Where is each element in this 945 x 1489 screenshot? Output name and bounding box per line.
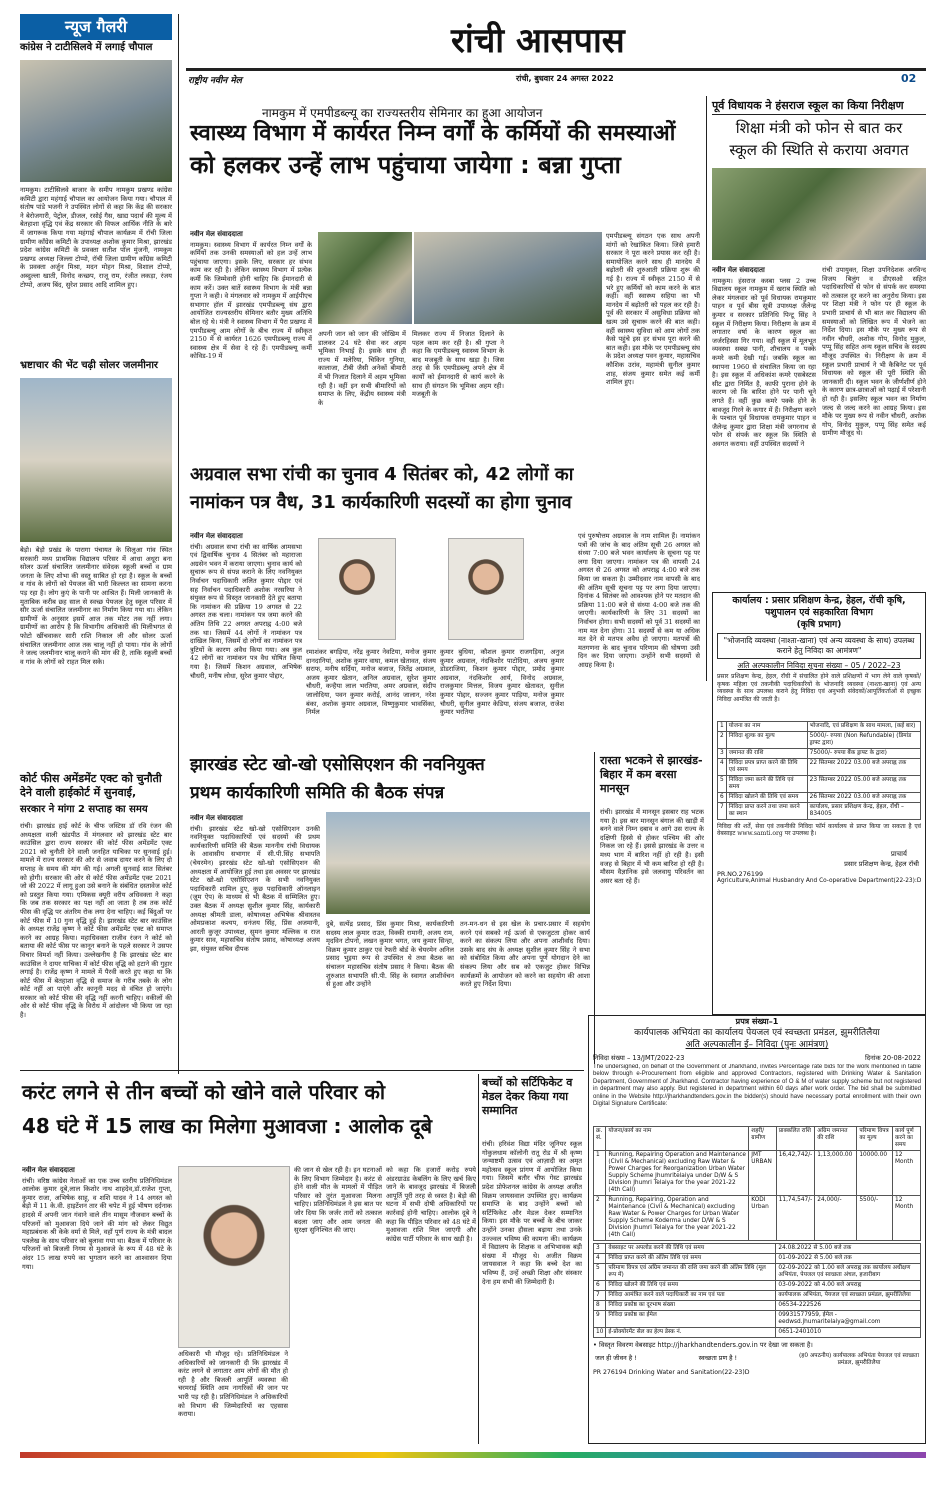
- row-value: 23 सितम्बर 2022 05.00 बजे अपराह्न तक: [807, 776, 920, 793]
- byline: नवीन मेल संवाददाता: [190, 814, 243, 822]
- article-column: अधिकारी भी मौजूद रहे। प्रतिनिधिमंडल ने अधिकारियों को जानकारी दी कि झारखंड में करंट लगने से लगातार आम लोगों की मौत हो रही है और बिजली आपूर्ति व्यवस्था की चरमराई स्थिति आम नागरिकों की जान पर भारी पड़ रही है। प्रतिनिधिमंडल ने अधिकारियों को विभाग की जिम्मेदारियों का एहसास कराया।: [178, 1350, 288, 1419]
- notice-org: कार्यालय : प्रसार प्रशिक्षण केन्द्र, हेहल, रॉची कृषि, पशुपालन एवं सहकारिता विभाग: [732, 595, 906, 618]
- row-value: कार्यालय, प्रसार प्रशिक्षण केन्द्र, हेहल, रॉची – 834005: [807, 803, 920, 820]
- column-header: परिमाण विपत्र का मूल्य: [857, 1127, 893, 1151]
- row-value: 5000/- रुपया (Non Refundable) (डिमांड ड्राफ्ट द्वारा): [807, 732, 920, 749]
- headline: 48 घंटे में 15 लाख का मिलेगा मुआवजा : आलोक दूबे: [22, 1114, 433, 1138]
- article-column: [712, 266, 816, 586]
- row-value: 01-09-2022 से 5.00 बजे तक: [776, 1254, 921, 1264]
- story-title: भ्रष्टाचार की भेंट चढ़ी सोलर जलमीनार: [20, 360, 159, 371]
- row-number: 9: [594, 1311, 606, 1328]
- article-text: रांची। अग्रवाल सभा रांची का वार्षिक आमसभा एवं द्विवार्षिक चुनाव 4 सितंबर को महाराजा अग्रसेन भवन में कराया जाएगा। चुनाव कार्य को सुचारू रूप से संपन्न कराने के लिए नवनियुक्त निर्वाचन पदाधिकारी ललित कुमार पोद्दार एवं सह निर्वाचन पदाधिकारी अशोक नरसरिया ने संयुक्त रूप से विस्तृत जानकारी देते हुए बताया कि नामांकन की प्रक्रिया 19 अगस्त से 22 अगस्त तक चला। नामांकन पत्र जमा करने की अंतिम तिथि 22 अगस्त अपराह्न 4:00 बजे तक था। जिसमें 44 लोगों ने नामांकन पत्र दाखिल किया, जिसमें दो लोगों का नामांकन पत्र त्रुटियों के कारण अवैध किया गया। अब कुल 42 लोगों का नामांकन पत्र वैध घोषित किया गया है। जिसमें किशन अग्रवाल, अभिषेक चौधरी, मनीष लोधा, सुरेश कुमार पोद्दार,: [190, 542, 302, 680]
- dept-line: Agriculture,Animal Husbandry And Co-operative Department(22-23):D: [717, 878, 922, 884]
- table-row: [594, 1196, 921, 1241]
- page-title: रांची आसपास: [451, 21, 625, 61]
- tender-notice: [588, 1015, 926, 1444]
- member-portrait: [318, 538, 396, 640]
- row-label: निविदा प्राप्त करने की अंतिम तिथि एवं समय: [606, 1254, 776, 1264]
- notice-org: कार्यपालक अभियंता का कार्यालय पेयजल एवं स्वच्छता प्रमंडल, झुमरीतिलैया: [634, 1028, 880, 1038]
- notice-ref: अति अल्पकालीन निविदा सूचना संख्या – 05 / 2022–23: [737, 661, 901, 670]
- notice-org-sub: (कृषि प्रभाग): [796, 620, 842, 630]
- table-row: [718, 732, 921, 749]
- table-cell: 24,000/-: [815, 1196, 857, 1241]
- row-label: निविदा खोलने की तिथि एवं समय: [606, 1281, 776, 1291]
- tender-table: [593, 1126, 921, 1241]
- row-label: निविदा प्रकोष्ठ का ईमेल: [606, 1311, 776, 1328]
- row-value: 26 सितम्बर 2022 03.00 बजे अपराह्न तक: [807, 793, 920, 803]
- notice-table: [717, 721, 921, 820]
- table-cell: 12 Month: [893, 1196, 921, 1241]
- story-body: रांची। हरिवंश विद्या मंदिर जूनियर स्कूल गोकुलधाम कॉलोनी रातू रोड में श्री कृष्ण जन्माष्टमी उत्सव एवं आज़ादी का अमृत महोत्सव स्कूल प्रांगण में आयोजित किया गया। जिसमें बतौर चीफ गेस्ट झारखंड प्रदेश प्रोफेशनल कांग्रेस के अध्यक्ष अजीत विक्रम जायसवाल उपस्थित हुए। कार्यक्रम समाप्ति के बाद उन्होंने बच्चों को सर्टिफिकेट और मेडल देकर सम्मानित किया। इस मौके पर बच्चों के बीच जाकर उन्होंने उनका हौसला बढ़ाया तथा उनके उज्ज्वल भविष्य की कामना की। कार्यक्रम में विद्यालय के शिक्षक व अभिभावक बड़ी संख्या में मौजूद थे। अजीत विक्रम जायसवाल ने कहा कि बच्चे देश का भविष्य हैं, उन्हें अच्छी शिक्षा और संस्कार देना हम सभी की जिम्मेदारी है।: [482, 1140, 582, 1286]
- row-value: 06534-222526: [776, 1301, 921, 1311]
- article-column: रमाशंकर बगड़िया, नरेंद्र कुमार नेवटिया, मनोज कुमार दानदानियां, अशोक कुमार वाघा, कमल खेतावत, संजय सराफ, मनीष सर्दिया, मनोज बजाज, जितेंद्र अग्रवाल, अजय कुमार खेतान, अनिल अग्रवाल, सुरेश कुमार चौधरी, कन्हैया लाल भरतिया, अमर अग्रवाल, संदीप जालोदिया, पवन कुमार करोई, आनंद जालान, नरेश बंका, अशोक कुमार अग्रवाल, विष्णुकुमार भावसिंका, निर्मल: [306, 648, 436, 717]
- notice-footer-note: निविदा की शर्तें, सेवा एवं तकनीकी निविदा फॉर्म कार्यालय से प्राप्त किया जा सकता है एवं वेबसाइट www.samti.org पर उपलब्ध है।: [717, 823, 921, 838]
- story-title: बच्चों को सर्टिफिकेट व मेडल देकर किया गया सम्मानित: [482, 1076, 573, 1117]
- article-column: तन-मन-धन से इस खेल के प्रचार-प्रसार में सहयोग करने एवं सबको नई ऊर्जा से एकजुटता होकर कार्य करने का संकल्प लिया और अपना आशीर्वाद दिया। उसके बाद संघ के अध्यक्ष सुशील कुमार सिंह ने सभा को संबोधित किया और अपना पूर्ण योगदान देने का संकल्प लिया और सब को एकजुट होकर विभिन्न कार्यक्रमों के आयोजन को करने का सहयोग की आशा करते हुए निर्देश दिया।: [460, 920, 590, 989]
- pr-number: PR.NO.276199: [717, 870, 764, 878]
- table-cell: 16,42,742/-: [776, 1151, 815, 1196]
- row-label: निविदा आमंत्रित करने वाले पदाधिकारी का नाम एवं पता: [606, 1291, 776, 1301]
- row-number: 6: [718, 793, 727, 803]
- section-rule: [20, 1070, 584, 1071]
- table-cell: 12 Month: [893, 1151, 921, 1196]
- row-value: 24.08.2022 से 5.00 बजे तक: [776, 1244, 921, 1254]
- column-header: क्र. सं.: [594, 1127, 606, 1151]
- byline: नवीन मेल संवाददाता: [190, 532, 243, 540]
- row-label: ई-प्रोक्योरमेंट सेल का हेल्प डेस्क नं.: [606, 1328, 776, 1338]
- row-number: 8: [594, 1301, 606, 1311]
- story-subtitle: सरकार ने मांगा 2 सप्ताह का समय: [20, 804, 148, 815]
- story-body: रांची। झारखंड में मानसून इसबार राह भटक गया है। इस बार मानसून बंगाल की खाड़ी में बनने वाले निम्न दबाव व आगे उस राज्य के दक्षिणी हिस्से से होकर पश्चिम की ओर निकल जा रहे हैं। इससे झारखंड के उत्तर व मध्य भाग में बारिश नहीं हो रही है। इसी वजह से बिहार में भी कम बारिश हो रही है। मौसम वैज्ञानिक इसे जलवायु परिवर्तन का असर बता रहे हैं।: [600, 808, 704, 885]
- row-label: निविदा शुल्क का मूल्य: [726, 732, 807, 749]
- byline: नवीन मेल संवाददाता: [712, 266, 765, 274]
- row-label: निविदा प्राप्त करने तथा जमा करने का स्थान: [726, 803, 807, 820]
- article-column: रांची उपायुक्त, शिक्षा उपनिदेशक अरविन्द विजय बिलुंग व डीएसओ सहित पदाधिकारियों से फोन से संपर्क कर समस्या को तत्काल दूर करने का अनुरोध किया। इस पर शिक्षा मंत्री ने फोन पर ही स्कूल के प्रभारी प्राचार्य से भी बात कर विद्यालय की समस्याओं को लिखित रूप में भेजने का निर्देश दिया। इस मौके पर मुख्य रूप से नवीन चौधरी, अशोक गोप, विनोद मुकुल, पप्पू सिंह सहित अन्य स्कूल सचिव के सदस्य मौजूद उपस्थित थे। निरीक्षण के क्रम में स्कूल प्रभारी प्राचार्य ने भी कैबिनेट पर पूर्व विधायक को स्कूल की पूरी स्थिति की जानकारी दी। स्कूल भवन के जीर्णशीर्ण होने के कारण छात्र-छात्राओं को पढ़ाई में परेशानी हो रही है। इसलिए स्कूल भवन का निर्माण जल्द से जल्द करने का आग्रह किया। इस मौके पर मुख्य रूप से नवीन चौधरी, अशोक गोप, विनोद मुकुल, पप्पू सिंह समेत कई ग्रामीण मौजूद थे।: [822, 266, 926, 438]
- row-label: वेबसाइट पर अपलोड करने की तिथि एवं समय: [606, 1244, 776, 1254]
- kicker-rule: [712, 114, 926, 115]
- row-number: 1: [718, 722, 727, 732]
- notice-signoff-title: प्राचार्य: [890, 850, 907, 858]
- date-line: रांची, बुधवार 24 अगस्त 2022: [516, 74, 614, 83]
- story-body: रांची। झारखंड हाई कोर्ट के चीफ जस्टिस डॉ रवि रंजन की अध्यक्षता वाली खंडपीठ में मंगलवार को झारखंड स्टेट बार काउंसिल द्वारा राज्य सरकार की कोर्ट फीस अमेंडमेंट एक्ट 2021 को चुनौती देने वाली जनहित याचिका पर सुनवाई हुई। मामले में राज्य सरकार की ओर से जवाब दायर करने के लिए दो सप्ताह के समय की मांग की गई। अगली सुनवाई सात सितंबर को होगी। सरकार की ओर से कोर्ट फीस अमेंडमेंट एक्ट 2021 जो की 2022 में लागू हुआ उसे बनाने के संबंधित दस्तावेज कोर्ट को प्रस्तुत किया गया। एमिकस क्यूरी वरीय अधिवक्ता ने कहा कि जब तक सरकार का पक्ष नहीं आ जाता है तब तक कोर्ट फीस की वृद्धि पर अंतरिम रोक लगा देना चाहिए। कई बिंदुओं पर कोर्ट फीस में 10 गुना वृद्धि हुई है। झारखंड स्टेट बार काउंसिल के अध्यक्ष राजेंद्र कृष्ण ने कोर्ट फीस अमेंडमेंट एक्ट को समाप्त करने का आग्रह किया। महाधिवक्ता राजीव रंजन ने कोर्ट को बताया की कोर्ट फीस पर कानून बनाने के पहले सरकार ने उसपर विचार विमर्श नहीं किया। उल्लेखनीय है कि झारखंड स्टेट बार काउंसिल ने दायर याचिका में कोर्ट फीस वृद्धि को हटाने की गुहार लगाई है। राजेंद्र कृष्ण ने मामले में पैरवी करते हुए कहा था कि कोर्ट फीस में बेतहाशा वृद्धि से समाज के गरीब तबके के लोग कोर्ट नहीं आ पाएंगे और कानूनी मदद से वंचित हो जाएंगे। सरकार को कोर्ट फीस की वृद्धि नहीं करनी चाहिए। वकीलों की ओर से कोर्ट फीस वृद्धि के विरोध में आंदोलन भी किया जा रहा है।: [20, 822, 172, 1020]
- notice-date: दिनांक 20-08-2022: [864, 1054, 921, 1062]
- table-cell: Running, Repairing, Operation and Maintenance (Civil & Mechanical) excluding Raw Water & Power Charges for Urban Water Supply Scheme Koderma under D/W & S Division Jhumri Telaiya for the year 2021-22 (4th Call): [606, 1196, 749, 1241]
- table-row: [718, 776, 921, 793]
- article-column: कुमार बुधिया, कौशल कुमार राजगड़िया, अनुज कुमार अग्रवाल, नंदकिशोर पाटोदिया, अजय कुमार डोडराजिया, किशन कुमार पोद्दार, प्रमोद कुमार अग्रवाल, नंदकिशोर आर्य, विनोद अग्रवाल, राजकुमार मित्तल, विजय कुमार खेतावत, सुनील कुमार पोद्दार, सज्जन कुमार पाड़िया, मनोज कुमार चौधरी, सुनील कुमार केडिया, संजय बजाज, राजेश कुमार भरतिया: [440, 648, 564, 717]
- row-value: 22 सितम्बर 2022 03.00 बजे अपराह्न तक: [807, 759, 920, 776]
- row-value: 0651-2401010: [776, 1328, 921, 1338]
- headline: शिक्षा मंत्री को फोन से बात कर: [735, 119, 903, 137]
- notice-website: • विस्तृत विवरण वेबसाइट http://jharkhandtenders.gov.in पर देखा जा सकता है।: [593, 1341, 813, 1349]
- story-title: कांग्रेस ने टाटीसिलवे में लगाई चौपाल: [20, 42, 153, 53]
- column-header: प्राक्कलित राशि: [776, 1127, 815, 1151]
- byline: नवीन मेल संवाददाता: [22, 1166, 75, 1174]
- row-label: योजना का नाम: [726, 722, 807, 732]
- row-label: परिमाण विपत्र एवं अग्रिम जमानत की राशि जमा करने की अंतिम तिथि (मूल रूप में): [606, 1264, 776, 1281]
- headline: अग्रवाल सभा रांची का चुनाव 4 सितंबर को, 42 लोगों का: [190, 464, 574, 485]
- table-row: [718, 793, 921, 803]
- story-body: नामकुम। टाटीसिलवे बाजार के समीप नामकुम प्रखण्ड कांग्रेस कमिटी द्वारा महंगाई चौपाल का आयोजन किया गया। चौपाल में संतोष पांडे भजनी ने उपस्थित लोगों से कहा कि केंद्र की सरकार ने बेरोजगारी, पेट्रोल, डीजल, रसोई गैस, खाद्य पदार्थ की मूल्य में बेतहाशा वृद्धि एवं केंद्र सरकार की विफल आर्थिक नीति के बारे में जागरूक किया गया महंगाई चौपाल कार्यक्रम में रॉची जिला ग्रामीण कॉंग्रेस कमिटी के उपाध्यक्ष अशोक कुमार मिश्रा, झारखंड प्रदेश कांग्रेस कमिटी के प्रवक्ता सतीश पॉल मुंजनी, नामकुम प्रखण्ड अध्यक्ष जिल्ला टोप्पो, रॉची जिला ग्रामीण कॉंग्रेस कमिटी के प्रवक्ता अर्जुन मिश्रा, मदन मोहन मिश्रा, विशाल टोप्पो, अब्दुल्ला खाती, विनोद कच्छप, राजू राम, रंजीत लकड़ा, रंजय टोप्पो, अजय बिंद, सुरेश प्रसाद आदि शामिल हुए।: [20, 186, 172, 289]
- notice-title: अति अल्पकालीन ई– निविदा (पुनः आमंत्रण): [685, 1040, 829, 1050]
- notice-intro: प्रसार प्रशिक्षण केन्द्र, हेहल, रॉची में संचालित होने वाले प्रशिक्षणों में भाग लेने वाले कृषकों/कृषक महिला एवं तकनीकी पदाधिकारियों के भोजनादि व्यवस्था (नाश्ता-खाना) एवं अन्य व्यवस्था के साथ उपलब्ध कराने हेतु निविदा एवं अनुभवी संवेदकों/आपूर्तिकर्ताओं से इच्छुक निविदा आमंत्रित की जाती है।: [717, 673, 921, 703]
- headline: को हलकर उन्हें लाभ पहुंचाया जायेगा : बन्ना गुप्ता: [190, 151, 621, 179]
- row-number: 4: [594, 1254, 606, 1264]
- table-cell: 2: [594, 1196, 606, 1241]
- headline: स्कूल की स्थिति से कराया अवगत: [729, 141, 909, 159]
- article-text: रांची। वरिष्ठ कांग्रेस नेताओं का एक उच्च स्तरीय प्रतिनिधिमंडल आलोक कुमार दूबे,लाल किशोर नाथ शाहदेव,डॉ.राजेश गुप्ता, कुमार राजा, अभिषेक साहू, व शशि यादव ने 14 अगस्त को बेड़ो में 11 के.वी. हाइटेंशन तार की चपेट में हुई भीषण दर्दनाक हादसे में अपनी जान गंवाने वाले तीन मासूम नौजवान बच्चों के परिजनों को मुआवजा दिये जाने की मांग को लेकर विद्युत महाप्रबंधक श्री केके वर्मा से मिले, वहाँ पूर्ण राज्य के मंत्री बादल पत्रलेख के साथ परिवार को बुलावा गया था। बैठक में परिवार के परिजनों को बिजली निगम से मुआवजे के रूप में 48 घंटे के अंदर 15 लाख रुपये का भुगतान करने का आश्वासन दिया गया।: [22, 1176, 172, 1271]
- row-number: 5: [718, 776, 727, 793]
- news-gallery-header: न्यूज गैलरी: [20, 14, 172, 40]
- headline: नामांकन पत्र वैध, 31 कार्यकारिणी सदस्यों का होगा चुनाव: [190, 492, 572, 513]
- table-cell: 10000.00: [857, 1151, 893, 1196]
- pr-number: PR 276194 Drinking Water and Sanitation(22-23)D: [593, 1369, 750, 1376]
- table-row: [594, 1254, 921, 1264]
- table-cell: 1,13,000.00: [815, 1151, 857, 1196]
- row-number: 6: [594, 1281, 606, 1291]
- table-cell: 5500/-: [857, 1196, 893, 1241]
- article-column: [190, 230, 312, 458]
- row-number: 3: [718, 749, 727, 759]
- article-column: [190, 532, 302, 744]
- section-label: राष्ट्रीय नवीन मेल: [188, 76, 242, 86]
- notice-english: The undersigned, on behalf of the Government of Jharkhand, invites Percentage rate bids for the work mentioned in table below through e-Procurement from eligible and approved Contractors, registered with Drinking Water & Sanitation Department, Government of Jharkhand. Contractor having experience of O & M of water supply scheme but not registered in department may also apply. But registered in department within 60 days after work order. The bid shall be submitted online in the Website http://jharkhandtenders.gov.in the bidder(s) should have necessary portal enrollment with their own Digital Signature Certificate:: [593, 1064, 921, 1108]
- article-column: एमपीडब्ल्यू संगठन एक साथ अपनी मांगों को रेखांकित किया। जिसे हमारी सरकार ने पूरा करने प्रयास कर रही है। समायोजित करने साथ ही मानदेय में बढ़ोतरी की शुरुआती प्रक्रिया शुरू की गई है। राज्य में स्वीकृत 2150 में से भरे हुए कर्मियों को काम करने के बात कहीं। वहीं स्वास्थ्य सहिया का भी मानदेय में बढ़ोतरी को पहल कर रही है। पूर्व की सरकार में असुविधा प्रक्रिया को खत्म उसे सुचारू करने की बात कही। वहीं स्वास्थ्य सुविधा को आम लोगों तक कैसे पहुंचे इस हर संभव पूरा करने की बात कही। इस मौके पर एमपीडब्ल्यू संघ के प्रदेश अध्यक्ष पवन कुमार, महासचिव कौशिक उरांव, महामंत्री सुनील कुमार शाह, संजय कुमार समेत कई कर्मी शामिल हुए।: [606, 232, 700, 387]
- article-photo: [712, 168, 926, 260]
- column-divider: [706, 96, 707, 681]
- page-number: 02: [901, 72, 917, 85]
- story-kicker: नामकुम में एमपीडब्ल्यू का राज्यस्तरीय सेमिनार का हुआ आयोजन: [262, 106, 543, 120]
- row-value: 75000/- रुपया बैंक ड्राफ्ट के द्वारा): [807, 749, 920, 759]
- tender-info-table: [593, 1243, 921, 1338]
- article-text: नामकुम। हंसराज कस्बा प्लस 2 उच्च विद्यालय स्कूल नामकुम में खराब स्थिति को लेकर मंगलवार को पूर्व विधायक रामकुमार पाहन व पूर्व बीस सूत्री उपाध्यक्ष जैलेन्द्र कुमार व सरकार प्रतिनिधि पिन्टू सिंह ने स्कूल में निरीक्षण किया। निरीक्षण के क्रम में लगातार वर्षा के कारण स्कूल का जर्जरहिस्सा गिर गया। वहीं स्कूल में मूलभूत व्यवस्था सबछ पानी, शौचालय व पक्के कमरे कमी देखी गई। जबकि स्कूल का स्थापना 1960 से संचालित किया जा रहा है। इस स्कूल में अधिकांश कमरे एसबेस्टस सीट द्वारा निर्मित है, काफी पुराना होने के कारण जो कि बारिश होने पर पानी चूने लगते हैं। वहीं कुछ कमरे पक्के होने के बावजूद गिरने के कगार में हैं। निरीक्षण करने के पश्चात पूर्व विधायक रामकुमार पाहन व जैलेन्द्र कुमार द्वारा शिक्षा मंत्री जगरनाथ से फोन से संपर्क कर स्कूल कि स्थिति से अवगत कराया। वहीं उपस्थित सदस्यों ने: [712, 276, 816, 448]
- story-title: रास्ता भटकने से झारखंड-बिहार में कम बरसा मानसून: [600, 754, 703, 795]
- notice-ref: निविदा संख्या – 13/JMT/2022-23: [593, 1054, 685, 1062]
- row-value: भोजनादि, एवं प्रशिक्षण के साथ मामला, (कई बार): [807, 722, 920, 732]
- tender-notice: [712, 592, 926, 1015]
- masthead: [186, 14, 926, 84]
- table-row: [718, 749, 921, 759]
- table-cell: 1: [594, 1151, 606, 1196]
- masthead-rule: [186, 68, 926, 71]
- row-number: 4: [718, 759, 727, 776]
- story-title: कोर्ट फीस अमेंडमेंट एक्ट को चुनौती देने वाली हाईकोर्ट में सुनवाई,: [20, 772, 162, 799]
- article-text: नामकुम। स्वास्थ्य विभाग में कार्यरत निम्न वर्गों के कर्मियों तक उनकी समस्याओं को हल उन्हें लाभ पहुंचाया जाएगा। इसके लिए, सरकार हर संभव काम कर रही है। लेकिन स्वास्थ्य विभाग में प्रत्येक कर्मी कि जिम्मेवारी होनी चाहिए कि ईमानदारी से काम करें। उक्त बातें स्वास्थ्य विभाग के मंत्री बन्ना गुप्ता ने कही। वे मंगलवार को नामकुम में आईपीएच सभागार हॉल में झारखंड एमपीडब्ल्यू संघ द्वारा आयोजित राज्यस्तरीय सेमिनार बतौर मुख्य अतिथि बोल रहे थे। मंत्री ने स्वास्थ्य विभाग में पैरा प्रखण्ड में एमपीडब्ल्यू आम लोगों के बीच राज्य में स्वीकृत 2150 में से कार्यरत 1626 एमपीडब्ल्यू राज्य में स्वास्थ्य क्षेत्र में सेवा दे रहे हैं। एमपीडब्ल्यू कर्मी कोविड-19 में: [190, 240, 312, 361]
- notice-signoff: प्रसार प्रशिक्षण केन्द्र, हेहल रॉची: [844, 860, 919, 868]
- article-photo: [414, 232, 602, 324]
- row-number: 7: [594, 1291, 606, 1301]
- table-row: [594, 1301, 921, 1311]
- table-row: [594, 1151, 921, 1196]
- row-label: निविदा जमा करने की तिथि एवं समय: [726, 776, 807, 793]
- column-divider: [478, 1074, 479, 1444]
- notice-form: प्रपत्र संख्या–1: [735, 1017, 779, 1026]
- column-divider: [178, 14, 179, 1074]
- article-column: मिलकर राज्य में निजात दिलाने के पहल काम कर रही है। श्री गुप्ता ने कहा कि एमपीडब्ल्यू स्वास्थ्य विभाग के बाद मजबूती के साथ खड़ा है। जिस तरह से कि एमपीडब्ल्यू अपने क्षेत्र में कार्यों को ईमानदारी से कार्य करने के साथ ही संगठन कि भूमिका अहम रही। मजबूती के: [412, 330, 504, 399]
- table-cell: JMT URBAN: [749, 1151, 776, 1196]
- row-value: 03-09-2022 को 4.00 बजे अपराह्न: [776, 1281, 921, 1291]
- table-row: [594, 1291, 921, 1301]
- row-number: 5: [594, 1264, 606, 1281]
- article-column: दुबे, सत्येंद्र प्रसाद, प्रिंस कुमार मिश्रा, कार्यकारिणी सदस्य लाल कुमार राउत, विक्की रामानी, अजय राम, मृदविन टोपनो, लखन कुमार भगत, जय कुमार सिन्हा, विक्रम कुमार ठाकुर एवं रेफरी बोर्ड के चेयरमेन अनिल प्रसाद भुइया रूप से उपस्थित थे तथा बैठक का संचालन महासचिव संतोष प्रसाद ने किया। बैठक की शुरुआत सभापति सी.पी. सिंह के स्वागत आशीर्वचन से हुआ और उन्होंने: [326, 920, 454, 989]
- table-row: [594, 1264, 921, 1281]
- slogan: स्वच्छता प्रण है !: [698, 1354, 738, 1362]
- headline: प्रथम कार्यकारिणी समिति की बैठक संपन्न: [190, 783, 445, 803]
- table-row: [594, 1244, 921, 1254]
- headline: झारखंड स्टेट खो-खो एसोसिएशन की नवनियुक्त: [190, 755, 485, 775]
- story-body: बेड़ो। बेड़ो प्रखंड के पारागा पंचायत के सिलुआ गांव स्थित सरकारी मध्य प्राथमिक विद्यालय परिसर में आधा अधूरा बना सोलर ऊर्जा संचालित जलमीनार संवेदक स्कूली बच्चों व ग्राम जनता के लिए शोभा की वस्तु साबित हो रहा है। स्कूल के बच्चों व गांव के लोगों को पेयजल की भारी किल्लत का सामना करना पड़ रहा है। लोग कुएं के पानी पर आश्रित हैं। मिली जानकारी के मुताबिक करीब छह साल से स्वच्छ पेयजल हेतु स्कूल परिसर में सौर ऊर्जा संचालित जलमीनार का निर्माण किया गया था। लेकिन ग्रामीणों के अनुसार इसमें आज तक मोटर तक नहीं लगा। ग्रामीणों का आरोप है कि विभागीय अधिकारी की मिलीभगत से फोटो खींचवाकर सारी राशि निकाल ली और सोलर ऊर्जा संचालित जलमीनार आज तक चालू नहीं हो पाया। गांव के लोगों ने जल्द जलमीनार चालू कराने की मांग की है, ताकि स्कूली बच्चों व गांव के लोगों को राहत मिल सके।: [20, 546, 172, 666]
- row-label: निविदा खोलने की तिथि एवं समय: [726, 793, 807, 803]
- row-value: कार्यपालक अभियंता, पेयजल एवं स्वच्छता प्रमंडल, झुमरीतिलैया: [776, 1291, 921, 1301]
- story-photo: [20, 60, 172, 182]
- article-column: की जान से खेल रही है। इन घटनाओं के लिए विभाग जिम्मेदार है। करंट से होने वाली मौत के मामलों में पीड़ित परिवार को तुरंत मुआवजा मिलना चाहिए। प्रतिनिधिमंडल ने इस बात पर जोर दिया कि जर्जर तारों को तत्काल बदला जाए और आम जनता की सुरक्षा सुनिश्चित की जाए।: [294, 1166, 382, 1235]
- row-label: निविदा प्रपत्र प्राप्त करने की तिथि एवं समय: [726, 759, 807, 776]
- byline: नवीन मेल संवाददाता: [190, 230, 243, 238]
- table-row: [594, 1281, 921, 1291]
- table-row: [718, 759, 921, 776]
- table-row: [718, 803, 921, 820]
- column-header: शहरी/ग्रामीण: [749, 1127, 776, 1151]
- article-photo: [318, 232, 412, 324]
- notice-subject: "भोजनादि व्यवस्था (नाश्ता-खाना) एवं अन्य व्यवस्था के साथ) उपलब्ध कराने हेतु निविदा का आमंत्रण": [717, 633, 921, 659]
- headline: स्वास्थ्य विभाग में कार्यरत निम्न वर्गों के कर्मियों की समस्याओं: [190, 121, 676, 146]
- article-column: [22, 1166, 172, 1444]
- article-column: अपनी जान को जान की जोखिम में डालकर 24 घंटे सेवा कर अहम भूमिका निभाई है। इसके साथ ही राज्य में मलेरिया, चिकिन गुनिया, कालाजा, टीबी जैसी अनेकों बीमारी में भी निजात दिलाने में अहम भूमिका रही है। वहीं इन सभी बीमारियों को समाप्त के लिए, केंद्रीय स्वास्थ्य मंत्री के: [318, 330, 406, 407]
- article-column: [190, 814, 320, 1064]
- row-value: 09931577959, ईमेल - eedwsd.jhumaritelaiya@gmail.com: [776, 1311, 921, 1328]
- member-portrait: [448, 538, 524, 640]
- article-photo: [326, 812, 590, 914]
- notice-signoff: (ह0 अपठनीय) कार्यपालक अभियंता पेयजल एवं स्वच्छता प्रमंडल, झुमरीतिलैया: [799, 1353, 919, 1366]
- story-kicker: पूर्व विधायक ने हंसराज स्कूल का किया निरीक्षण: [712, 99, 904, 112]
- row-number: 7: [718, 803, 727, 820]
- table-row: [718, 722, 921, 732]
- row-label: निविदा प्रकोष्ठ का दूरभाष संख्या: [606, 1301, 776, 1311]
- row-value: 02-09-2022 को 1.00 बजे अपराह्न तक कार्यालय अधीक्षण अभियंता, पेयजल एवं स्वच्छता अंचल, हजारीबाग: [776, 1264, 921, 1281]
- headline: करंट लगने से तीन बच्चों को खोने वाले परिवार को: [22, 1080, 386, 1104]
- column-header: योजना/कार्य का नाम: [606, 1127, 749, 1151]
- column-header: कार्य पूर्ण करने का समय: [893, 1127, 921, 1151]
- table-cell: KODI Urban: [749, 1196, 776, 1241]
- alok-dubey-portrait: [178, 1166, 290, 1348]
- table-row: [594, 1311, 921, 1328]
- row-label: जमानत की राशि: [726, 749, 807, 759]
- article-column: को कहा कि हजारों करोड़ रुपये अंडरग्राउंड केबलिंग के लिए खर्च किए जाने के बावजूद झारखंड में बिजली आपूर्ति पूरी तरह से ध्वस्त है। बेड़ो की घटना में सभी दोषी अधिकारियों पर कार्रवाई होनी चाहिए। आलोक दूबे ने कहा कि पीड़ित परिवार को 48 घंटे में मुआवजा राशि मिल जाएगी और कांग्रेस पार्टी परिवार के साथ खड़ी है।: [386, 1166, 476, 1243]
- row-number: 2: [718, 732, 727, 749]
- table-row: [594, 1328, 921, 1338]
- table-cell: Running, Repairing Operation and Maintenance (Civil & Mechanical) excluding Raw Water & Power Charges for Reorganization Urban Water Supply Scheme Jhumritelaiya under D/W & S Division Jhumri Telaiya for the year 2021-22 (4th Call): [606, 1151, 749, 1196]
- story-photo: [20, 378, 172, 542]
- table-cell: 11,74,547/-: [776, 1196, 815, 1241]
- row-number: 3: [594, 1244, 606, 1254]
- article-column: एवं पुरुषोत्तम अग्रवाल के नाम शामिल हैं। नामांकन पत्रों की जांच के बाद अंतिम सूची 26 अगस्त को संध्या 7:00 बजे भवन कार्यालय के सूचना पट्ट पर लगा दिया जाएगा। नामांकन पत्र की वापसी 24 अगस्त से 26 अगस्त को अपराह्न 4:00 बजे तक किया जा सकता है। उम्मीदवार नाम वापसी के बाद की अंतिम सूची सूचना पट्ट पर लगा दिया जाएगा। दिनांक 4 सितंबर को आवश्यक होने पर मतदान की प्रक्रिया 11:00 बजे से संध्या 4:00 बजे तक की जाएगी। कार्यकारिणी के लिए 31 सदस्यों का निर्वाचन होगा। सभी सदस्यों को पूर्व 31 सदस्यों का नाम मत देना होगा। 31 सदस्यों से कम या अधिक मत देने से मतपत्र अवैध हो जाएगा। मतपत्रों की मतगणना के बाद चुनाव परिणाम की घोषणा उसी दिन कर दिया जाएगा। उन्होंने सभी सदस्यों से आग्रह किया है।: [578, 532, 700, 669]
- footer-bar: [20, 1452, 926, 1458]
- slogan: जल ही जीवन है !: [595, 1354, 637, 1362]
- row-number: 10: [594, 1328, 606, 1338]
- column-header: अग्रिम जमानत की राशि: [815, 1127, 857, 1151]
- article-text: रांची। झारखंड स्टेट खो-खो एसोसिएशन उनकी नवनियुक्त पदाधिकारियों एवं सदस्यों की प्रथम कार्यकारिणी समिति की बैठक माननीय रांची विधायक के आवासीय सभागार में सी.पी.सिंह सभापति (चेयरमेन) झारखंड स्टेट खो-खो एसोसिएशन की अध्यक्षता में आयोजित हुई तथा इस अवसर पर झारखंड स्टेट खो-खो एसोसिएशन के सभी नवनियुक्त पदाधिकारी शामिल हुए, कुछ पदाधिकारी ऑनलाइन (ज़ूम ऐप) के माध्यम से भी बैठक में सम्मिलित हुए। उक्त बैठक में अध्यक्ष सुशील कुमार सिंह, कार्यकारी अध्यक्ष श्रीमती डाला, कोषाध्यक्ष अभिषेक श्रीवास्तव ओमप्रकाश कश्यप, धनंजय सिंह, प्रिंस अजमानी, आरती कुजूर उपाध्यक्ष, सुमन कुमार मल्लिक व राज कुमार साव, महासचिव संतोष प्रसाद, कोषाध्यक्ष अजय झा, संयुक्त सचिव दीपक: [190, 824, 320, 953]
